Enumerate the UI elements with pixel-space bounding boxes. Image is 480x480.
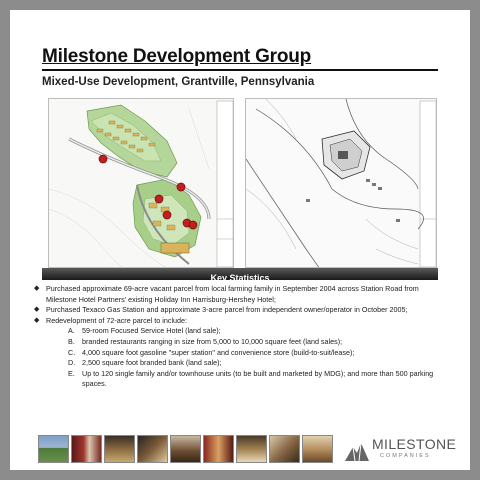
photo-thumbnail: [302, 435, 333, 463]
site-plan-drawing: [49, 99, 234, 268]
sub-list-item: [34, 326, 440, 337]
slide-subtitle: Mixed-Use Development, Grantville, Pennsylvania: [42, 76, 315, 88]
sub-item-letter: A.: [68, 326, 75, 336]
photo-thumbnail: [71, 435, 102, 463]
sub-list-item: [34, 358, 440, 369]
photo-thumbnail: [203, 435, 234, 463]
sub-list-item: [34, 337, 440, 348]
sub-item-letter: D.: [68, 358, 76, 368]
logo-subtitle: COMPANIES: [380, 453, 431, 459]
photo-thumbnail: [236, 435, 267, 463]
bullet-text: Purchased Texaco Gas Station and approximate 3-acre parcel from independent owner/operator in October 2005;: [46, 305, 408, 315]
sub-item-letter: B.: [68, 336, 75, 346]
site-plan-linework: [245, 98, 437, 268]
list-item: [34, 284, 440, 305]
bullet-text: Redevelopment of 72-acre parcel to include:: [46, 315, 188, 325]
bullet-diamond-icon: ◆: [34, 316, 40, 324]
sub-list-item: [34, 369, 440, 390]
photo-thumbnail: [104, 435, 135, 463]
photo-thumbnail: [170, 435, 201, 463]
sub-item-text: 59-room Focused Service Hotel (land sale);: [82, 326, 221, 336]
sub-item-text: 4,000 square foot gasoline "super station" and convenience store (build-to-suit/lease);: [82, 347, 355, 357]
site-plan-colored: [48, 98, 234, 268]
sub-list-item: [34, 348, 440, 359]
key-statistics-banner: [42, 268, 438, 283]
slide: [10, 10, 470, 470]
bullet-diamond-icon: ◆: [34, 306, 40, 314]
list-item: [34, 316, 440, 327]
bullet-text: Purchased approximate 69-acre vacant parcel from local farming family in September 2004 across Station Road from Milestone Hotel Partners' existing Holiday Inn Harrisburg-Hershey Hotel;: [46, 284, 419, 304]
photo-strip: [38, 435, 334, 463]
site-linework-drawing: [246, 99, 437, 268]
title-underline: [42, 69, 438, 71]
photo-thumbnail: [38, 435, 69, 463]
sub-item-text: Up to 120 single family and/or townhouse units (to be built and marketed by MDG); and more than 500 parking spaces.: [82, 368, 434, 389]
sub-item-text: branded restaurants ranging in size from 5,000 to 10,000 square feet (land sales);: [82, 336, 343, 346]
sub-item-text: 2,500 square foot branded bank (land sale);: [82, 358, 222, 368]
bullet-diamond-icon: ◆: [34, 285, 40, 292]
sub-item-letter: E.: [68, 368, 75, 378]
slide-title: Milestone Development Group: [42, 46, 312, 67]
photo-thumbnail: [137, 435, 168, 463]
milestone-logo: [344, 434, 457, 466]
photo-thumbnail: [269, 435, 300, 463]
statistics-list: [34, 284, 440, 390]
banner-label: Key Statistics: [210, 273, 270, 283]
logo-name: MILESTONE: [372, 436, 457, 452]
milestone-mountain-icon: [344, 437, 370, 463]
sub-item-letter: C.: [68, 347, 76, 357]
list-item: [34, 305, 440, 316]
